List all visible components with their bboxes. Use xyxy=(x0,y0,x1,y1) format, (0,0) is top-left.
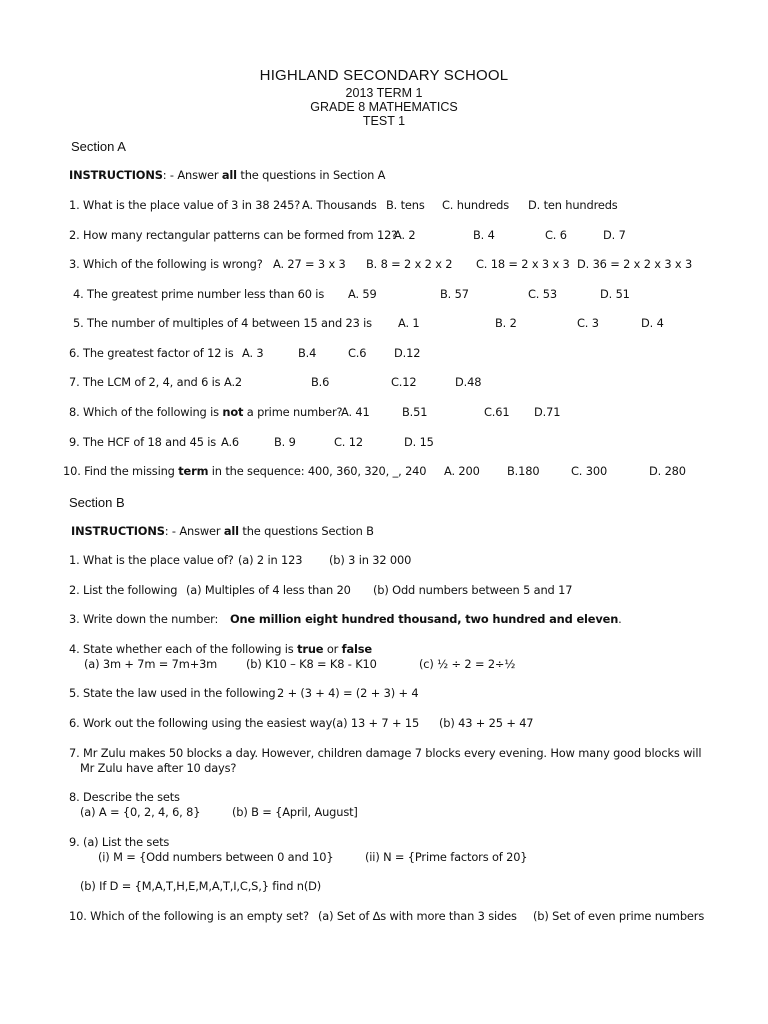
law-expression: 2 + (3 + 4) = (2 + 3) + 4 xyxy=(277,686,419,700)
option-c: C.12 xyxy=(391,375,417,389)
option-a: A.2 xyxy=(224,375,243,389)
part-a: (a) 13 + 7 + 15 xyxy=(332,716,420,730)
question-a6: 6. The greatest factor of 12 is xyxy=(69,346,234,360)
question-text: 8. Which of the following is xyxy=(69,405,223,419)
option-a: A.6 xyxy=(221,435,240,449)
option-c: C. 6 xyxy=(545,228,567,242)
part-a: (a) 2 in 123 xyxy=(238,553,303,567)
question-emphasis: term xyxy=(178,464,209,478)
option-a: A. 59 xyxy=(348,287,377,301)
instructions-text: : - Answer xyxy=(162,168,222,182)
option-d: D.12 xyxy=(394,346,421,360)
option-b: B. 57 xyxy=(440,287,469,301)
question-b1: 1. What is the place value of? xyxy=(69,553,234,567)
part-b: (b) 3 in 32 000 xyxy=(329,553,412,567)
part-b: (b) Odd numbers between 5 and 17 xyxy=(373,583,573,597)
option-c: C.6 xyxy=(348,346,367,360)
option-c: C. 12 xyxy=(334,435,363,449)
option-c: C.61 xyxy=(484,405,510,419)
question-b2: 2. List the following xyxy=(69,583,178,597)
part-i: (i) M = {Odd numbers between 0 and 10} xyxy=(98,850,334,864)
option-d: D. 280 xyxy=(649,464,686,478)
instructions-text: : - Answer xyxy=(164,524,224,538)
question-emphasis: false xyxy=(341,642,372,656)
question-emphasis: true xyxy=(297,642,324,656)
number-words-emphasis: One million eight hundred thousand, two hundred and eleven xyxy=(230,612,619,626)
part-a: (a) A = {0, 2, 4, 6, 8} xyxy=(80,805,201,819)
option-b: B.180 xyxy=(507,464,540,478)
part-c: (c) ½ ÷ 2 = 2÷½ xyxy=(419,657,516,671)
question-a1: 1. What is the place value of 3 in 38 245? xyxy=(69,198,301,212)
question-emphasis: not xyxy=(222,405,244,419)
instructions-emphasis: all xyxy=(223,524,239,538)
question-text: a prime number? xyxy=(243,405,343,419)
part-b: (b) Set of even prime numbers xyxy=(533,909,705,923)
option-d: D. 36 = 2 x 2 x 3 x 3 xyxy=(577,257,693,271)
instructions-label: INSTRUCTIONS xyxy=(69,168,163,182)
section-a-title: Section A xyxy=(71,139,126,154)
option-a: A. 27 = 3 x 3 xyxy=(273,257,346,271)
option-d: D. 7 xyxy=(603,228,626,242)
option-d: D. ten hundreds xyxy=(528,198,618,212)
question-a4: 4. The greatest prime number less than 60 is xyxy=(73,287,325,301)
option-d: D.71 xyxy=(534,405,561,419)
option-c: C. 3 xyxy=(577,316,599,330)
option-a: A. 1 xyxy=(398,316,420,330)
option-a: A. 2 xyxy=(394,228,416,242)
question-a3: 3. Which of the following is wrong? xyxy=(69,257,263,271)
option-c: C. 18 = 2 x 3 x 3 xyxy=(476,257,570,271)
question-b3: 3. Write down the number: xyxy=(69,612,219,626)
question-a8 xyxy=(69,407,342,418)
question-text: 4. State whether each of the following is xyxy=(69,642,298,656)
instructions-text: the questions Section B xyxy=(238,524,374,538)
option-b: B. 8 = 2 x 2 x 2 xyxy=(366,257,453,271)
option-d: D. 51 xyxy=(600,287,630,301)
part-b: (b) If D = {M,A,T,H,E,M,A,T,I,C,S,} find n(D) xyxy=(80,879,322,893)
instructions-label: INSTRUCTIONS xyxy=(71,524,165,538)
question-a2: 2. How many rectangular patterns can be formed from 12? xyxy=(69,228,398,242)
school-name: HIGHLAND SECONDARY SCHOOL xyxy=(259,67,509,84)
option-b: B. 2 xyxy=(495,316,517,330)
question-b5: 5. State the law used in the following xyxy=(69,686,276,700)
part-ii: (ii) N = {Prime factors of 20} xyxy=(365,850,528,864)
question-text: 10. Find the missing xyxy=(63,464,179,478)
instructions-text: the questions in Section A xyxy=(236,168,386,182)
option-b: B. 9 xyxy=(274,435,296,449)
question-a9: 9. The HCF of 18 and 45 is xyxy=(69,435,217,449)
option-a: A. 200 xyxy=(444,464,480,478)
option-b: B.4 xyxy=(298,346,317,360)
test-line: TEST 1 xyxy=(362,114,406,128)
question-b9: 9. (a) List the sets xyxy=(69,835,170,849)
question-b6: 6. Work out the following using the easiest way xyxy=(69,716,333,730)
question-a10 xyxy=(63,466,426,477)
option-b: B.51 xyxy=(402,405,428,419)
option-d: D. 15 xyxy=(404,435,434,449)
part-a: (a) Set of ∆s with more than 3 sides xyxy=(318,909,517,923)
question-text: in the sequence: 400, 360, 320, _, 240 xyxy=(208,464,427,478)
term-line: 2013 TERM 1 xyxy=(345,86,423,100)
question-b7: 7. Mr Zulu makes 50 blocks a day. However, children damage 7 blocks every evening. How many good blocks will xyxy=(69,746,702,760)
part-b: (b) B = {April, August] xyxy=(232,805,358,819)
part-a: (a) 3m + 7m = 7m+3m xyxy=(84,657,218,671)
number-words xyxy=(230,614,622,625)
option-a: A. 3 xyxy=(242,346,264,360)
option-b: B.6 xyxy=(311,375,330,389)
part-b: (b) K10 – K8 = K8 - K10 xyxy=(246,657,377,671)
question-b8: 8. Describe the sets xyxy=(69,790,180,804)
question-text: or xyxy=(323,642,342,656)
option-a: A. Thousands xyxy=(302,198,377,212)
question-b7-cont: Mr Zulu have after 10 days? xyxy=(80,761,237,775)
option-c: C. hundreds xyxy=(442,198,510,212)
option-b: B. 4 xyxy=(473,228,495,242)
question-a5: 5. The number of multiples of 4 between 15 and 23 is xyxy=(73,316,372,330)
option-d: D. 4 xyxy=(641,316,664,330)
section-b-title: Section B xyxy=(69,495,125,510)
option-c: C. 53 xyxy=(528,287,557,301)
option-b: B. tens xyxy=(386,198,425,212)
option-a: A. 41 xyxy=(341,405,370,419)
question-a7: 7. The LCM of 2, 4, and 6 is xyxy=(69,375,221,389)
section-b-instructions xyxy=(71,526,374,537)
question-b4 xyxy=(69,644,372,655)
option-d: D.48 xyxy=(455,375,482,389)
grade-line: GRADE 8 MATHEMATICS xyxy=(310,100,458,114)
part-b: (b) 43 + 25 + 47 xyxy=(439,716,534,730)
question-b10: 10. Which of the following is an empty set? xyxy=(69,909,309,923)
section-a-instructions xyxy=(69,170,385,181)
instructions-emphasis: all xyxy=(221,168,237,182)
option-c: C. 300 xyxy=(571,464,608,478)
part-a: (a) Multiples of 4 less than 20 xyxy=(186,583,351,597)
punctuation: . xyxy=(618,612,622,626)
